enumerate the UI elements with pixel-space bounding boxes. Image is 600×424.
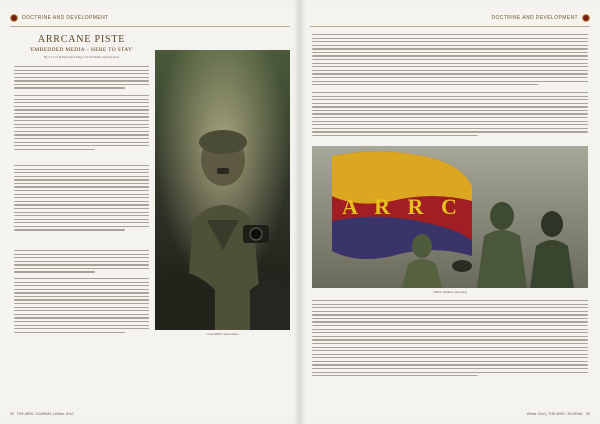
flag-letters: A R R C <box>342 194 463 219</box>
body-paragraph-4 <box>14 278 149 335</box>
right-paragraph-3 <box>312 300 588 379</box>
body-paragraph-3 <box>14 250 149 275</box>
header-rule <box>10 26 290 27</box>
emblem-icon <box>10 14 18 22</box>
right-paragraph-2 <box>312 92 588 139</box>
article-subtitle: 'EMBEDDED MEDIA – HERE TO STAY' <box>29 47 134 53</box>
left-page-header <box>10 12 109 24</box>
section-label-right: DOCTRINE AND DEVELOPMENT <box>491 15 578 21</box>
right-footer <box>527 412 590 416</box>
right-page <box>300 0 600 424</box>
page-number-left: 32 <box>10 412 14 416</box>
body-paragraph-2 <box>14 165 149 233</box>
footer-text-right: Winter 2010 | THE ARRC JOURNAL <box>526 412 584 416</box>
body-paragraph-1 <box>14 95 149 152</box>
footer-text-left: THE ARRC JOURNAL | Winter 2010 <box>16 412 74 416</box>
left-footer <box>10 412 73 416</box>
right-paragraph-1 <box>312 34 588 88</box>
header-rule-right <box>310 26 590 27</box>
emblem-icon <box>582 14 590 22</box>
left-photo-caption: Local ARRC Information <box>206 332 239 336</box>
right-photo-caption: ARRC Soldiers operating <box>433 290 467 294</box>
intro-paragraph <box>14 66 149 91</box>
page-number-right: 33 <box>586 412 590 416</box>
flag-photo <box>312 146 588 288</box>
article-title: ARRCANE PISTE <box>37 34 126 45</box>
section-label: DOCTRINE AND DEVELOPMENT <box>22 15 109 21</box>
soldier-photo <box>155 50 290 330</box>
right-page-header <box>491 12 590 24</box>
article-byline: By Lt Col & Principal Major Staff Media Information <box>43 55 120 59</box>
